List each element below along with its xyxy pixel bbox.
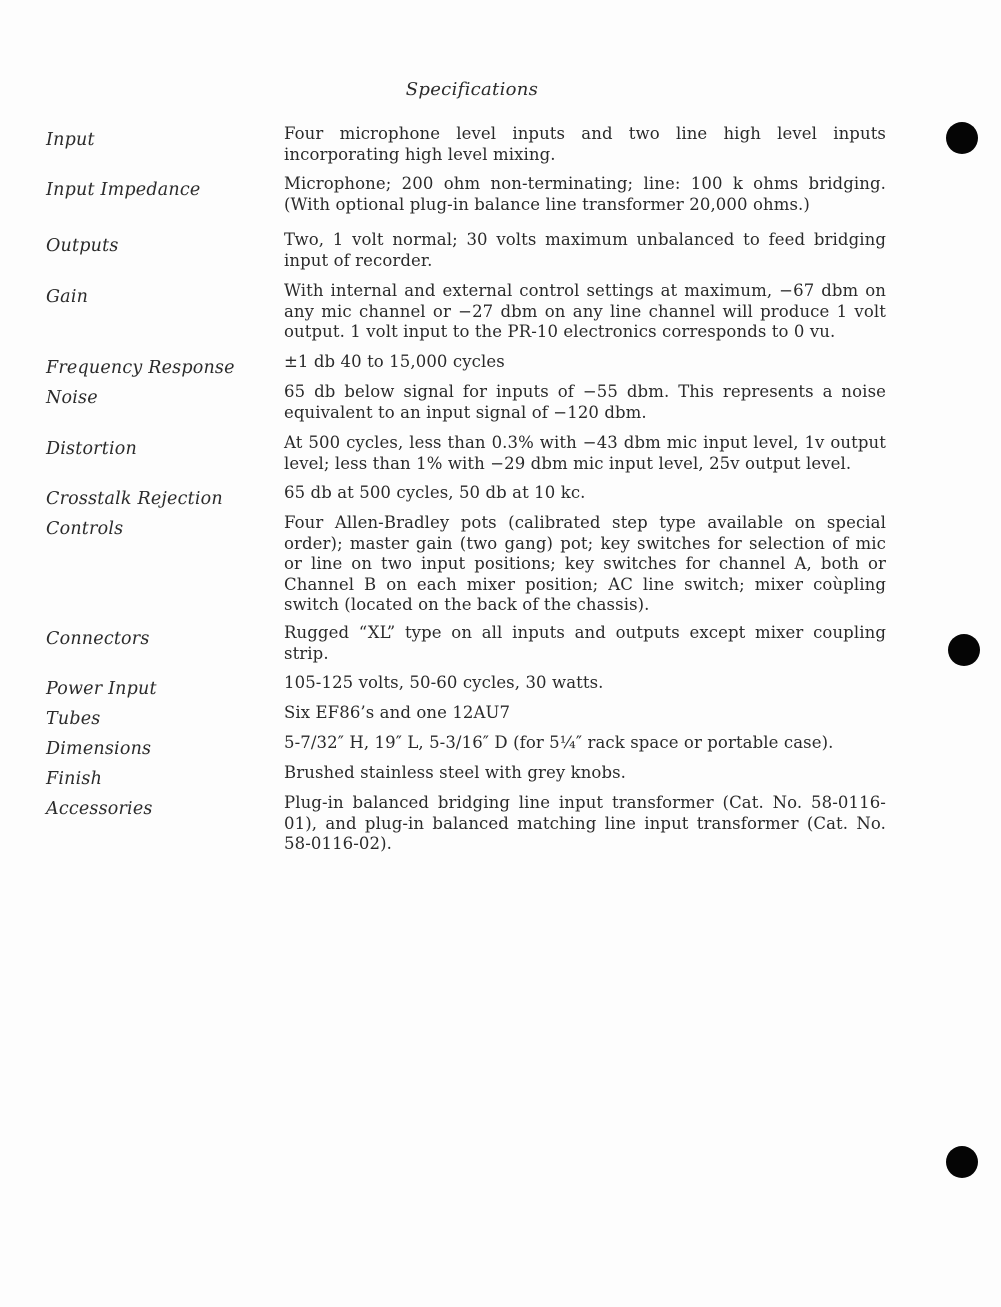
spec-label: Frequency Response [46,358,235,378]
spec-row-distortion [46,433,886,483]
spec-row-power-input [46,673,886,703]
spec-label: Connectors [46,629,150,649]
spec-label: Distortion [46,439,137,459]
spec-label: Accessories [46,799,153,819]
spec-table [46,124,886,863]
spec-row-tubes [46,703,886,733]
spec-label: Outputs [46,236,119,256]
spec-row-crosstalk-rejection [46,483,886,513]
spec-label: Gain [46,287,89,307]
spec-value: Four Allen-Bradley pots (calibrated step type available on special order); master gain (two gang) pot; key switches for selection of mic or line on two input positions; key switches for channel A, both or Channel B on each mixer position; AC line switch; mixer coùpling switch (located on the back of the chassis). [284,513,886,614]
punch-hole-middle [948,634,980,666]
spec-label: Noise [46,388,98,408]
spec-value: With internal and external control settings at maximum, −67 dbm on any mic channel or −27 dbm on any line channel will produce 1 volt output. 1 volt input to the PR-10 electronics corresponds to 0 vu. [284,281,886,341]
spec-row-dimensions [46,733,886,763]
spec-label: Dimensions [46,739,152,759]
punch-hole-bottom [946,1146,978,1178]
spec-row-input [46,124,886,174]
spec-value: Rugged “XL” type on all inputs and outputs except mixer coupling strip. [284,623,886,663]
spec-label: Input [46,130,95,150]
spec-row-finish [46,763,886,793]
page-title: Specifications [405,79,539,100]
spec-label: Input Impedance [46,180,201,200]
spec-row-gain [46,281,886,352]
spec-row-outputs [46,230,886,281]
spec-value: Four microphone level inputs and two line high level inputs incorporating high level mixing. [284,124,886,164]
spec-value: Microphone; 200 ohm non-terminating; line: 100 k ohms bridging. (With optional plug-in balance line transformer 20,000 ohms.) [284,174,886,214]
spec-label: Tubes [46,709,101,729]
punch-hole-top [946,122,978,154]
spec-value: ±1 db 40 to 15,000 cycles [284,352,505,371]
spec-label: Finish [46,769,103,789]
spec-value: Brushed stainless steel with grey knobs. [284,763,627,782]
spec-label: Power Input [46,679,157,699]
spec-label: Controls [46,519,124,539]
spec-label: Crosstalk Rejection [46,489,223,509]
spec-value: 65 db below signal for inputs of −55 dbm. This represents a noise equivalent to an input signal of −120 dbm. [284,382,886,422]
spec-value: Six EF86’s and one 12AU7 [284,703,511,722]
spec-value: 5-7/32″ H, 19″ L, 5-3/16″ D (for 5¼″ rack space or portable case). [284,733,834,752]
spec-value: At 500 cycles, less than 0.3% with −43 dbm mic input level, 1v output level; less than 1% with −29 dbm mic input level, 25v output level. [284,433,886,473]
spec-row-controls [46,513,886,623]
spec-value: Plug-in balanced bridging line input transformer (Cat. No. 58-0116-01), and plug-in balanced matching line input transformer (Cat. No. 58-0116-02). [284,793,886,853]
spec-row-noise [46,382,886,433]
spec-row-frequency-response [46,352,886,382]
spec-value: Two, 1 volt normal; 30 volts maximum unbalanced to feed bridging input of recorder. [284,230,886,270]
spec-value: 65 db at 500 cycles, 50 db at 10 kc. [284,483,586,502]
spec-value: 105-125 volts, 50-60 cycles, 30 watts. [284,673,604,692]
spec-row-connectors [46,623,886,673]
spec-row-accessories [46,793,886,863]
spec-row-input-impedance [46,174,886,230]
